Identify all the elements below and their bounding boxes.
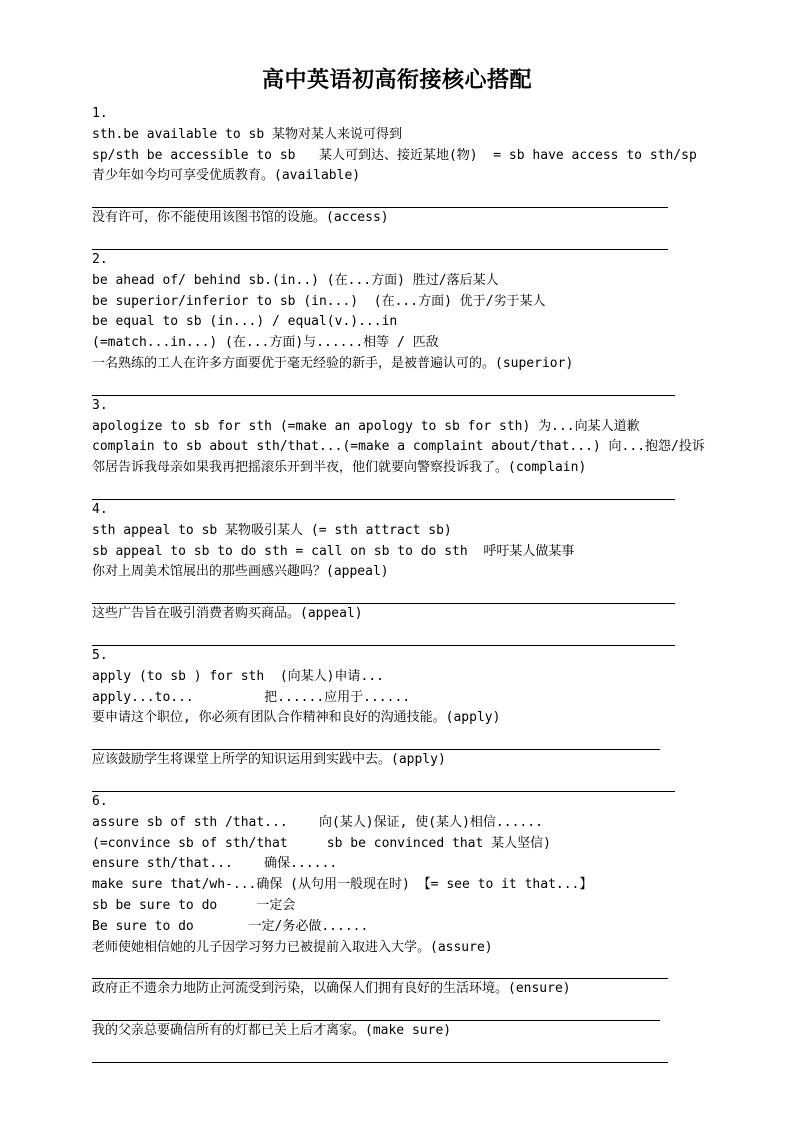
text-line: make sure that/wh-...确保 (从句用一般现在时) 【= see to it that...】	[92, 877, 593, 893]
text-line: 老师使她相信她的儿子因学习努力已被提前入取进入大学。(assure)	[92, 939, 493, 955]
text-line: apply...to... 把......应用于......	[92, 689, 411, 705]
text-line: apologize to sb for sth (=make an apology to sb for sth) 为...向某人道歉	[92, 418, 640, 434]
answer-line	[92, 771, 675, 792]
answer-line	[92, 958, 668, 979]
section-2	[92, 250, 772, 396]
answer-line	[92, 625, 675, 646]
section-number: 2.	[92, 251, 108, 267]
section-4	[92, 500, 772, 646]
text-line: 我的父亲总要确信所有的灯都已关上后才离家。(make sure)	[92, 1023, 452, 1039]
text-line: (=convince sb of sth/that sb be convinced that 某人坚信)	[92, 835, 551, 851]
text-line: sth.be available to sb 某物对某人来说可得到	[92, 126, 403, 142]
answer-line	[92, 479, 675, 500]
text-line: sp/sth be accessible to sb 某人可到达、接近某地(物) = sb have access to sth/sp	[92, 147, 697, 163]
text-line: Be sure to do 一定/务必做......	[92, 918, 369, 934]
section-number: 5.	[92, 647, 108, 663]
text-line: be ahead of/ behind sb.(in..) (在...方面) 胜过/落后某人	[92, 272, 499, 288]
answer-line	[92, 583, 675, 604]
answer-line	[92, 187, 668, 208]
text-line: sth appeal to sb 某物吸引某人 (= sth attract sb)	[92, 522, 452, 538]
text-line: 一名熟练的工人在许多方面要优于毫无经验的新手，是被普遍认可的。(superior)	[92, 355, 574, 371]
text-line: apply (to sb ) for sth (向某人)申请...	[92, 668, 384, 684]
answer-line	[92, 229, 668, 250]
text-line: be equal to sb (in...) / equal(v.)...in	[92, 314, 398, 330]
answer-line	[92, 729, 660, 750]
section-5	[92, 646, 772, 792]
text-line: 这些广告旨在吸引消费者购买商品。(appeal)	[92, 606, 363, 622]
section-3	[92, 396, 772, 500]
text-line: sb appeal to sb to do sth = call on sb to do sth 呼吁某人做某事	[92, 543, 575, 559]
text-line: 邻居告诉我母亲如果我再把摇滚乐开到半夜，他们就要向警察投诉我了。(complain)	[92, 460, 587, 476]
text-line: be superior/inferior to sb (in...) (在...方面) 优于/劣于某人	[92, 293, 546, 309]
section-number: 4.	[92, 501, 108, 517]
text-line: ensure sth/that... 确保......	[92, 856, 338, 872]
section-6	[92, 792, 772, 1063]
answer-line	[92, 1000, 660, 1021]
answer-line	[92, 375, 675, 396]
text-line: 要申请这个职位, 你必须有团队合作精神和良好的沟通技能。(apply)	[92, 710, 501, 726]
text-line: (=match...in...) (在...方面)与......相等 / 匹敌	[92, 335, 439, 351]
text-line: complain to sb about sth/that...(=make a complaint about/that...) 向...抱怨/投诉	[92, 439, 705, 455]
text-line: 你对上周美术馆展出的那些画感兴趣吗？(appeal)	[92, 564, 389, 580]
section-number: 1.	[92, 106, 108, 121]
section-number: 3.	[92, 397, 108, 413]
text-line: assure sb of sth /that... 向(某人)保证, 使(某人)相信......	[92, 814, 543, 830]
answer-line	[92, 1042, 668, 1063]
section-1	[92, 104, 772, 250]
text-line: 政府正不遗余力地防止河流受到污染，以确保人们拥有良好的生活环境。(ensure)	[92, 981, 571, 997]
text-line: 没有许可，你不能使用该图书馆的设施。(access)	[92, 210, 389, 226]
document-body	[92, 104, 772, 1063]
page-title: 高中英语初高衔接核心搭配	[261, 68, 532, 93]
text-line: sb be sure to do 一定会	[92, 897, 296, 913]
section-number: 6.	[92, 793, 108, 809]
text-line: 应该鼓励学生将课堂上所学的知识运用到实践中去。(apply)	[92, 752, 446, 768]
text-line: 青少年如今均可享受优质教育。(available)	[92, 168, 361, 184]
